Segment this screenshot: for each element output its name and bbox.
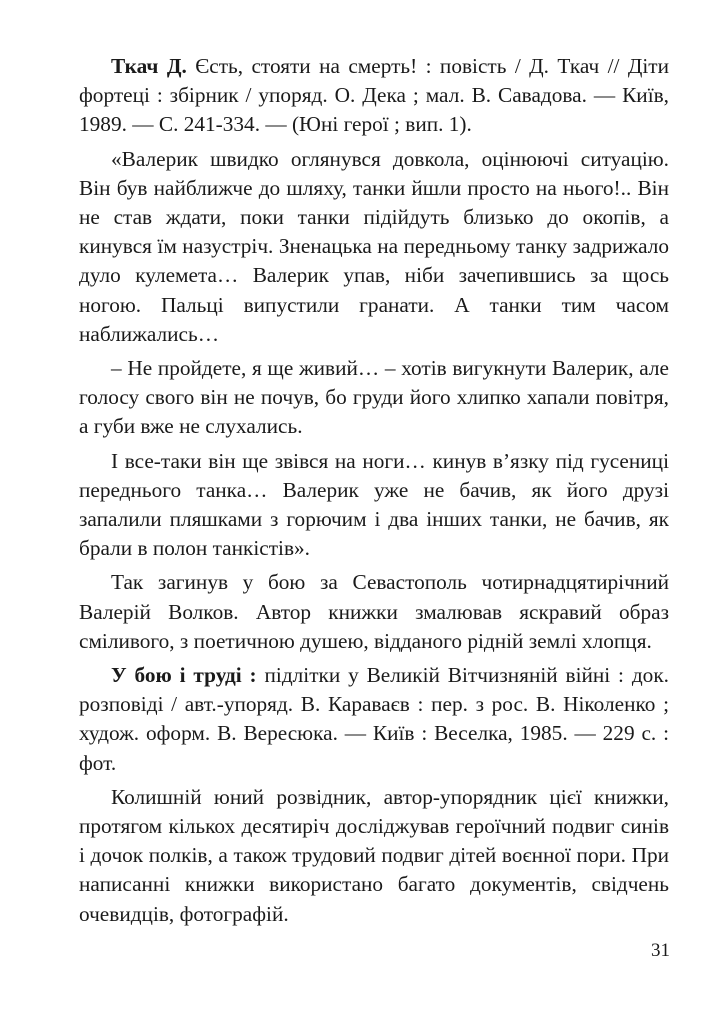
entry-author: Ткач Д. <box>111 54 187 78</box>
entry-description: підлітки у Великій Вітчизняній війні : док. розповіді / авт.-упоряд. В. Караваєв : пер. з рос. В. Ніколенко ; худож. оформ. В. Вересюка. — Київ : Веселка, 1985. — 229 с. : фот. <box>79 663 669 775</box>
annotation-paragraph: Так загинув у бою за Севастополь чотирнадцятирічний Валерій Волков. Автор книжки змалював яскравий образ сміливого, з поетичною душею, відданого рідній землі хлопця. <box>79 570 669 653</box>
quote-paragraph: – Не пройдете, я ще живий… – хотів вигукнути Валерик, але голосу свого він не почув, бо груди його хлипко хапали повітря, а губи вже не слухались. <box>79 356 669 439</box>
quote-paragraph: І все-таки він ще звівся на ноги… кинув в’язку під гусениці переднього танка… Валерик уже не бачив, як його друзі запалили пляшками з горючим і два інших танки, не бачив, як брали в полон танкістів». <box>79 448 669 561</box>
bibliography-entry-tkach <box>79 52 669 140</box>
entry-description: Єсть, стояти на смерть! : повість / Д. Ткач // Діти фортеці : збірник / упоряд. О. Дека ; мал. В. Савадова. — Київ, 1989. — С. 241-334. — (Юні герої ; вип. 1). <box>79 54 669 137</box>
page-number: 31 <box>651 940 670 961</box>
entry-title: У бою і труді : <box>111 663 257 688</box>
annotation-paragraph: Колишній юний розвідник, автор-упорядник цієї книжки, протягом кількох десятиріч досліджував героїчний подвиг синів і дочок полків, а також трудовий подвиг дітей воєнної пори. При написанні книжки використано багато документів, свідчень очевидців, фотографій. <box>79 784 669 926</box>
page-content <box>79 52 669 934</box>
quote-paragraph: «Валерик швидко оглянувся довкола, оцінюючі ситуацію. Він був найближче до шляху, танки йшли просто на нього!.. Він не став ждати, поки танки підійдуть близько до окопів, а кинувся їм назустріч. Зненацька на передньому танку задрижало дуло кулемета… Валерик упав, ніби зачепившись за щось ногою. Пальці випустили гранати. А танки тим часом наближались… <box>79 146 669 346</box>
bibliography-entry-u-boyu <box>79 661 669 778</box>
